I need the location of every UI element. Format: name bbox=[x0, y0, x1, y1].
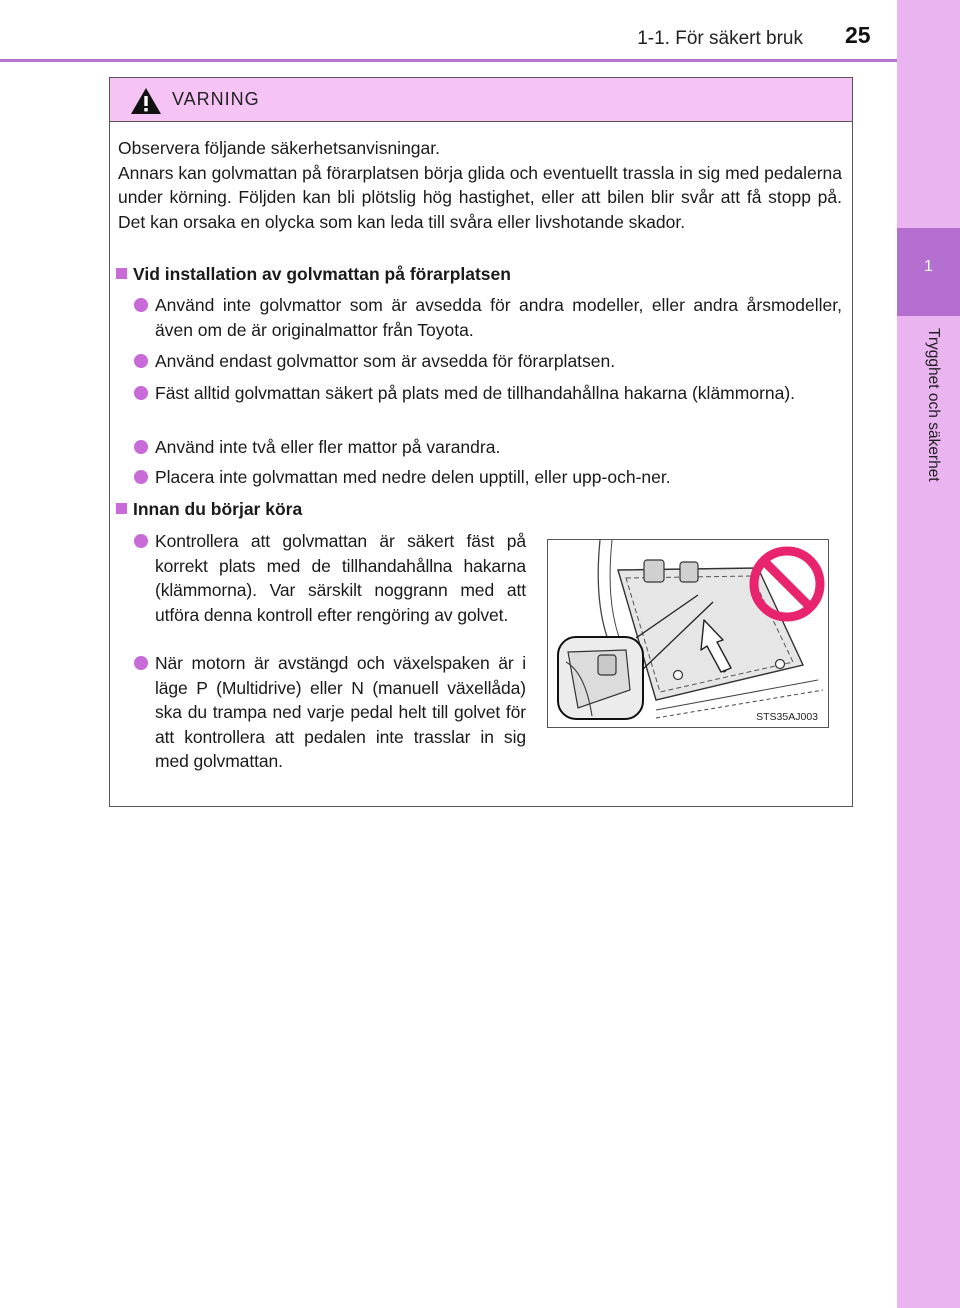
round-bullet-icon bbox=[134, 354, 148, 368]
section-title-installation: Vid installation av golvmattan på förarplatsen bbox=[116, 264, 511, 285]
floor-mat-illustration bbox=[547, 539, 829, 728]
illustration-code: STS35AJ003 bbox=[756, 711, 818, 723]
list-item: Använd endast golvmattor som är avsedda för förarplatsen. bbox=[134, 349, 842, 374]
round-bullet-icon bbox=[134, 440, 148, 454]
round-bullet-icon bbox=[134, 534, 148, 548]
list-item: Använd inte två eller fler mattor på varandra. bbox=[134, 435, 842, 460]
header-rule bbox=[0, 59, 897, 62]
warning-header bbox=[110, 78, 852, 122]
running-header: 1-1. För säkert bruk bbox=[637, 28, 803, 49]
round-bullet-icon bbox=[134, 656, 148, 670]
intro-line-1: Observera följande säkerhetsanvisningar. bbox=[118, 138, 440, 158]
list-item: Placera inte golvmattan med nedre delen upptill, eller upp-och-ner. bbox=[134, 465, 842, 490]
chapter-tab[interactable] bbox=[897, 228, 960, 316]
warning-triangle-icon bbox=[130, 87, 162, 115]
list-item: När motorn är avstängd och växelspaken är i läge P (Multidrive) eller N (manuell växellåda) ska du trampa ned varje pedal helt till golvet för att kontrollera att pedalen inte trasslar in sig med golvmattan. bbox=[134, 651, 526, 774]
side-bar bbox=[897, 0, 960, 1308]
section-title-before-driving: Innan du börjar köra bbox=[116, 499, 302, 520]
round-bullet-icon bbox=[134, 470, 148, 484]
floor-mat-drawing bbox=[548, 540, 829, 728]
list-item: Fäst alltid golvmattan säkert på plats med de tillhandahållna hakarna (klämmorna). bbox=[134, 381, 842, 406]
square-bullet-icon bbox=[116, 503, 127, 514]
square-bullet-icon bbox=[116, 268, 127, 279]
chapter-label: Trygghet och säkerhet bbox=[925, 328, 942, 482]
warning-box bbox=[109, 77, 853, 807]
intro-line-2: Annars kan golvmattan på förarplatsen börja glida och eventuellt trassla in sig med pedalerna under körning. Följden kan bli plötslig hög hastighet, eller att bilen blir svår att få stopp på. Det kan orsaka en olycka som kan leda till svåra eller livshotande skador. bbox=[118, 162, 842, 232]
list-item: Använd inte golvmattor som är avsedda för andra modeller, eller andra årsmodeller, även om de är originalmattor från Toyota. bbox=[134, 293, 842, 342]
warning-intro bbox=[118, 136, 842, 234]
warning-title: VARNING bbox=[172, 89, 260, 109]
round-bullet-icon bbox=[134, 386, 148, 400]
chapter-number: 1 bbox=[924, 258, 933, 275]
list-item: Kontrollera att golvmattan är säkert fäst på korrekt plats med de tillhandahållna hakarna (klämmorna). Var särskilt noggrann med att utföra denna kontroll efter rengöring av golvet. bbox=[134, 529, 526, 627]
round-bullet-icon bbox=[134, 298, 148, 312]
page-number: 25 bbox=[845, 22, 871, 48]
